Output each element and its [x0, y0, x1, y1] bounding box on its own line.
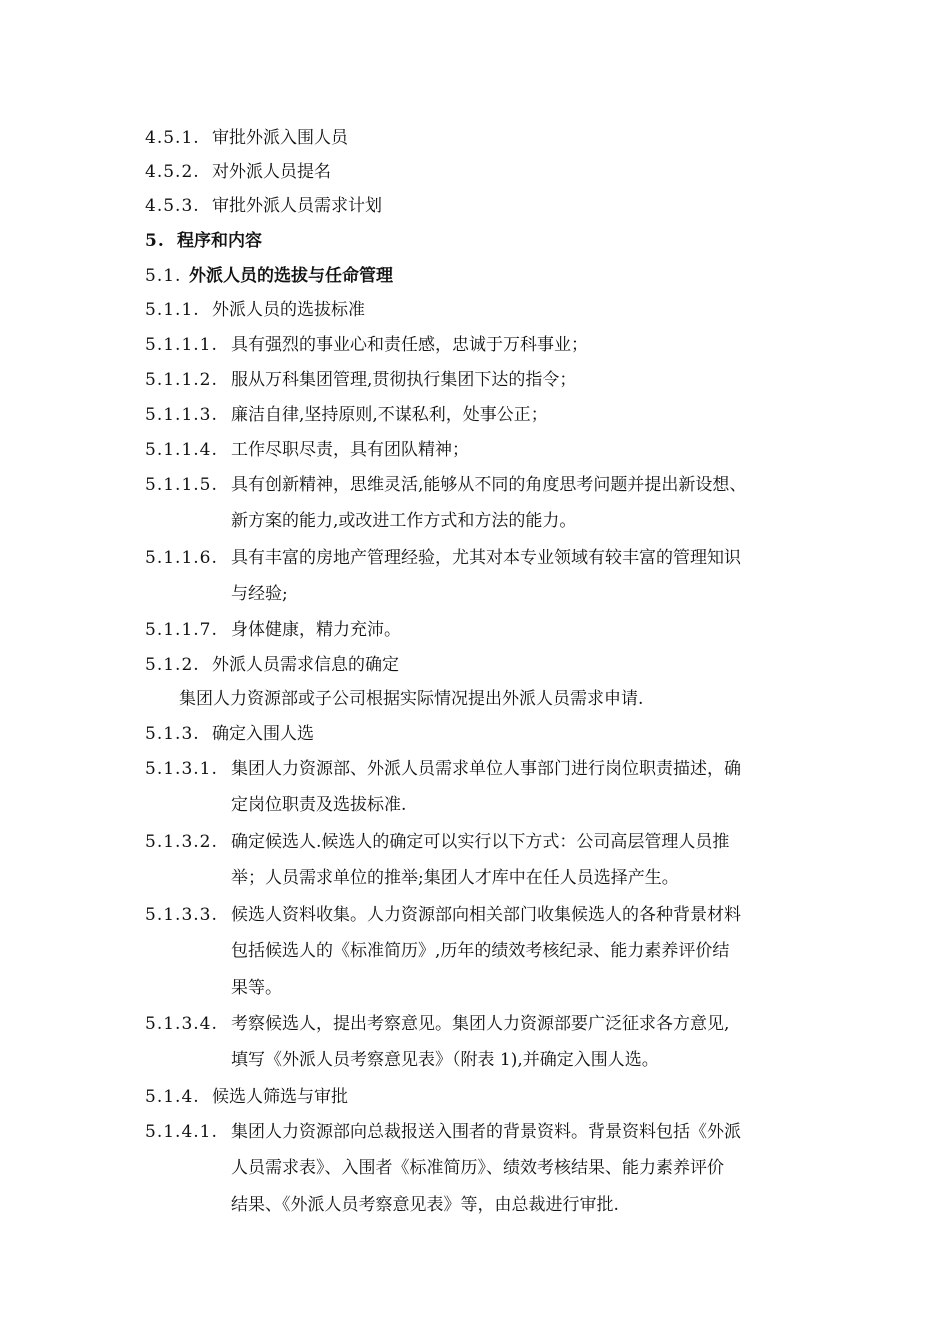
item-number: 4.5.3.	[145, 196, 200, 216]
item-text: 外派人员的选拔标准	[212, 300, 365, 320]
item-text: 结果、《外派人员考察意见表》等，由总裁进行审批.	[231, 1195, 619, 1215]
item-text: 具有创新精神，思维灵活,能够从不同的角度思考问题并提出新设想、	[231, 475, 747, 495]
item-text: 身体健康，精力充沛。	[231, 620, 401, 640]
item-text: 工作尽职尽责，具有团队精神；	[231, 440, 469, 460]
heading-text: 程序和内容	[177, 231, 262, 251]
item-text: 集团人力资源部向总裁报送入围者的背景资料。背景资料包括《外派	[231, 1122, 741, 1142]
item-text: 外派人员需求信息的确定	[212, 655, 399, 675]
item-number: 5.1.3.	[145, 724, 200, 744]
item-text: 审批外派入围人员	[212, 128, 348, 148]
item-text: 人员需求表》、入围者《标准简历》、绩效考核结果、能力素养评价	[231, 1158, 724, 1178]
item-text: 具有丰富的房地产管理经验，尤其对本专业领域有较丰富的管理知识	[231, 548, 741, 568]
heading-text: 外派人员的选拔与任命管理	[189, 266, 393, 286]
item-text: 集团人力资源部、外派人员需求单位人事部门进行岗位职责描述，确	[231, 759, 741, 779]
paragraph-body: 集团人力资源部或子公司根据实际情况提出外派人员需求申请.	[179, 689, 644, 709]
item-text: 考察候选人，提出考察意见。集团人力资源部要广泛征求各方意见,	[231, 1014, 730, 1034]
item-number: 5.1.2.	[145, 655, 200, 675]
item-number: 5.1.4.	[145, 1087, 200, 1107]
item-text: 包括候选人的《标准简历》,历年的绩效考核纪录、能力素养评价结	[231, 941, 730, 961]
item-number: 5.1.3.1.	[145, 759, 218, 779]
item-text: 新方案的能力,或改进工作方式和方法的能力。	[231, 511, 577, 531]
item-number: 5.1.1.6.	[145, 548, 218, 568]
heading-number: 5.1.	[145, 266, 182, 286]
item-number: 4.5.2.	[145, 162, 200, 182]
item-text: 确定候选人.候选人的确定可以实行以下方式：公司高层管理人员推	[231, 832, 730, 852]
item-text: 廉洁自律,坚持原则,不谋私利，处事公正；	[231, 405, 548, 425]
item-number: 5.1.1.2.	[145, 370, 218, 390]
item-text: 对外派人员提名	[212, 162, 331, 182]
item-text: 举；人员需求单位的推举;集团人才库中在任人员选择产生。	[231, 868, 679, 888]
item-number: 5.1.1.	[145, 300, 200, 320]
item-text: 候选人筛选与审批	[212, 1087, 348, 1107]
item-number: 5.1.1.1.	[145, 335, 218, 355]
item-text: 服从万科集团管理,贯彻执行集团下达的指令；	[231, 370, 577, 390]
item-number: 5.1.4.1.	[145, 1122, 218, 1142]
item-text: 果等。	[231, 978, 282, 998]
heading-number: 5.	[145, 231, 165, 251]
item-number: 5.1.3.4.	[145, 1014, 218, 1034]
item-text: 审批外派人员需求计划	[212, 196, 382, 216]
item-number: 5.1.1.7.	[145, 620, 218, 640]
item-number: 5.1.1.3.	[145, 405, 218, 425]
item-number: 5.1.1.4.	[145, 440, 218, 460]
item-number: 5.1.3.2.	[145, 832, 218, 852]
item-text: 候选人资料收集。人力资源部向相关部门收集候选人的各种背景材料	[231, 905, 741, 925]
item-number: 5.1.1.5.	[145, 475, 218, 495]
item-text: 具有强烈的事业心和责任感，忠诚于万科事业；	[231, 335, 588, 355]
item-text: 定岗位职责及选拔标准.	[231, 795, 407, 815]
item-number: 5.1.3.3.	[145, 905, 218, 925]
item-text: 填写《外派人员考察意见表》（附表 1),并确定入围人选。	[231, 1050, 659, 1070]
item-text: 与经验;	[231, 584, 288, 604]
item-number: 4.5.1.	[145, 128, 200, 148]
item-text: 确定入围人选	[212, 724, 314, 744]
